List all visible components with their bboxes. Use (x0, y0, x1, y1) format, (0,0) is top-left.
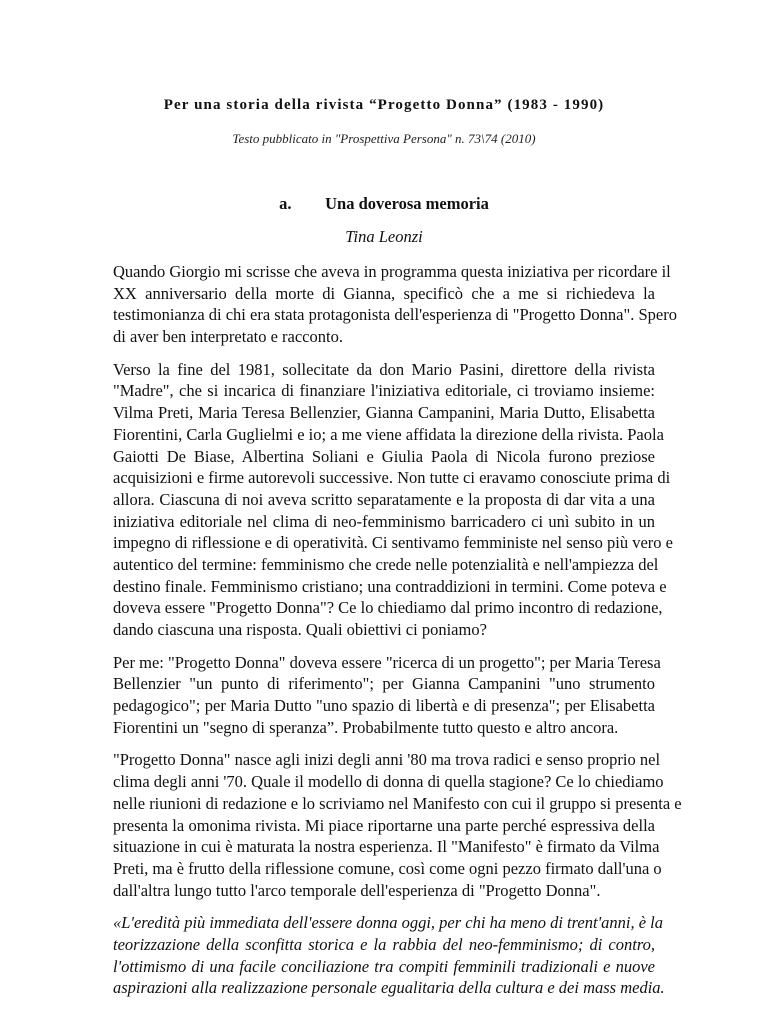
text-line: Quando Giorgio mi scrisse che aveva in programma questa iniziativa per ricordare il (113, 262, 671, 281)
text-line: Fiorentini un "segno di speranza”. Probabilmente tutto questo e altro ancora. (113, 717, 619, 737)
text-line: Vilma Preti, Maria Teresa Bellenzier, Gianna Campanini, Maria Dutto, Elisabetta (113, 403, 655, 423)
section-heading (0, 194, 768, 214)
document-body (113, 261, 682, 1010)
text-line: impegno di riflessione e di operatività. Ci sentivamo femministe nel senso più vero e (113, 533, 673, 553)
text-line: Per me: "Progetto Donna" doveva essere "ricerca di un progetto"; per Maria Teresa (113, 652, 661, 672)
text-line: presenta la omonima rivista. Mi piace riportarne una parte perché espressiva della (113, 815, 655, 835)
text-line: Fiorentini, Carla Guglielmi e io; a me viene affidata la direzione della rivista. Paola (113, 424, 664, 444)
text-line: doveva essere "Progetto Donna"? Ce lo chiediamo dal primo incontro di redazione, (113, 598, 663, 618)
text-line: aspirazioni alla realizzazione personale egualitaria della cultura e dei mass media. (113, 978, 665, 998)
section-number: a. (279, 194, 292, 213)
text-line: "Madre", che si incarica di finanziare l'iniziativa editoriale, ci troviamo insieme: (113, 381, 655, 401)
paragraph (113, 652, 661, 739)
text-line: acquisizioni e firme autorevoli successive. Non tutte ci eravamo conosciute prima di (113, 468, 671, 488)
text-line: allora. Ciascuna di noi aveva scritto separatamente e la proposta di dar vita a una (113, 489, 655, 509)
document-title: Per una storia della rivista “Progetto Donna” (1983 - 1990) (163, 97, 605, 113)
text-line: Preti, ma è frutto della riflessione comune, così come ogni pezzo firmato dall'una o (113, 858, 662, 878)
text-line: l'ottimismo di una facile conciliazione tra compiti femminili tradizionali e nuove (113, 956, 655, 976)
text-line: Verso la fine del 1981, sollecitate da don Mario Pasini, direttore della rivista (113, 359, 655, 379)
paragraph (113, 261, 677, 348)
text-line: autentico del termine: femminismo che crede nelle potenzialità e nell'ampiezza del (113, 554, 659, 574)
text-line: Gaiotti De Biase, Albertina Soliani e Giulia Paola di Nicola furono preziose (113, 446, 655, 466)
text-line: clima degli anni '70. Quale il modello di donna di quella stagione? Ce lo chiediamo (113, 772, 664, 792)
text-line: teorizzazione della sconfitta storica e la rabbia del neo-femminismo; di contro, (113, 934, 655, 954)
text-line: Bellenzier "un punto di riferimento"; per Gianna Campanini "uno strumento (113, 674, 655, 694)
text-line: "Progetto Donna" nasce agli inizi degli anni '80 ma trova radici e senso proprio nel (113, 750, 661, 770)
section-title: Una doverosa memoria (325, 194, 489, 213)
author-name: Tina Leonzi (345, 227, 423, 246)
text-line: iniziativa editoriale nel clima di neo-femminismo barricadero ci unì subito in un (113, 511, 655, 531)
text-line: dall'altra lungo tutto l'arco temporale dell'esperienza di "Progetto Donna". (113, 880, 601, 900)
text-line: destino finale. Femminismo cristiano; una contraddizioni in termini. Come poteva e (113, 576, 667, 596)
text-line: situazione in cui è maturata la nostra esperienza. Il "Manifesto" è firmato da Vilma (113, 837, 660, 857)
paragraph (113, 359, 673, 641)
text-line: «L'eredità più immediata dell'essere donna oggi, per chi ha meno di trent'anni, è la (113, 913, 663, 933)
text-line: dando ciascuna una risposta. Quali obiettivi ci poniamo? (113, 620, 487, 639)
paragraph (113, 749, 682, 901)
quote-paragraph (113, 912, 665, 999)
text-line: nelle riunioni di redazione e lo scriviamo nel Manifesto con cui il gruppo si presenta e (113, 793, 682, 813)
text-line: XX anniversario della morte di Gianna, specificò che a me si richiedeva la (113, 283, 655, 303)
text-line: testimonianza di chi era stata protagonista dell'esperienza di "Progetto Donna". Spero (113, 305, 677, 325)
text-line: di aver ben interpretato e racconto. (113, 327, 343, 347)
document-subtitle: Testo pubblicato in "Prospettiva Persona" n. 73\74 (2010) (232, 131, 536, 146)
text-line: pedagogico"; per Maria Dutto "uno spazio di libertà e di presenza"; per Elisabetta (113, 696, 655, 716)
